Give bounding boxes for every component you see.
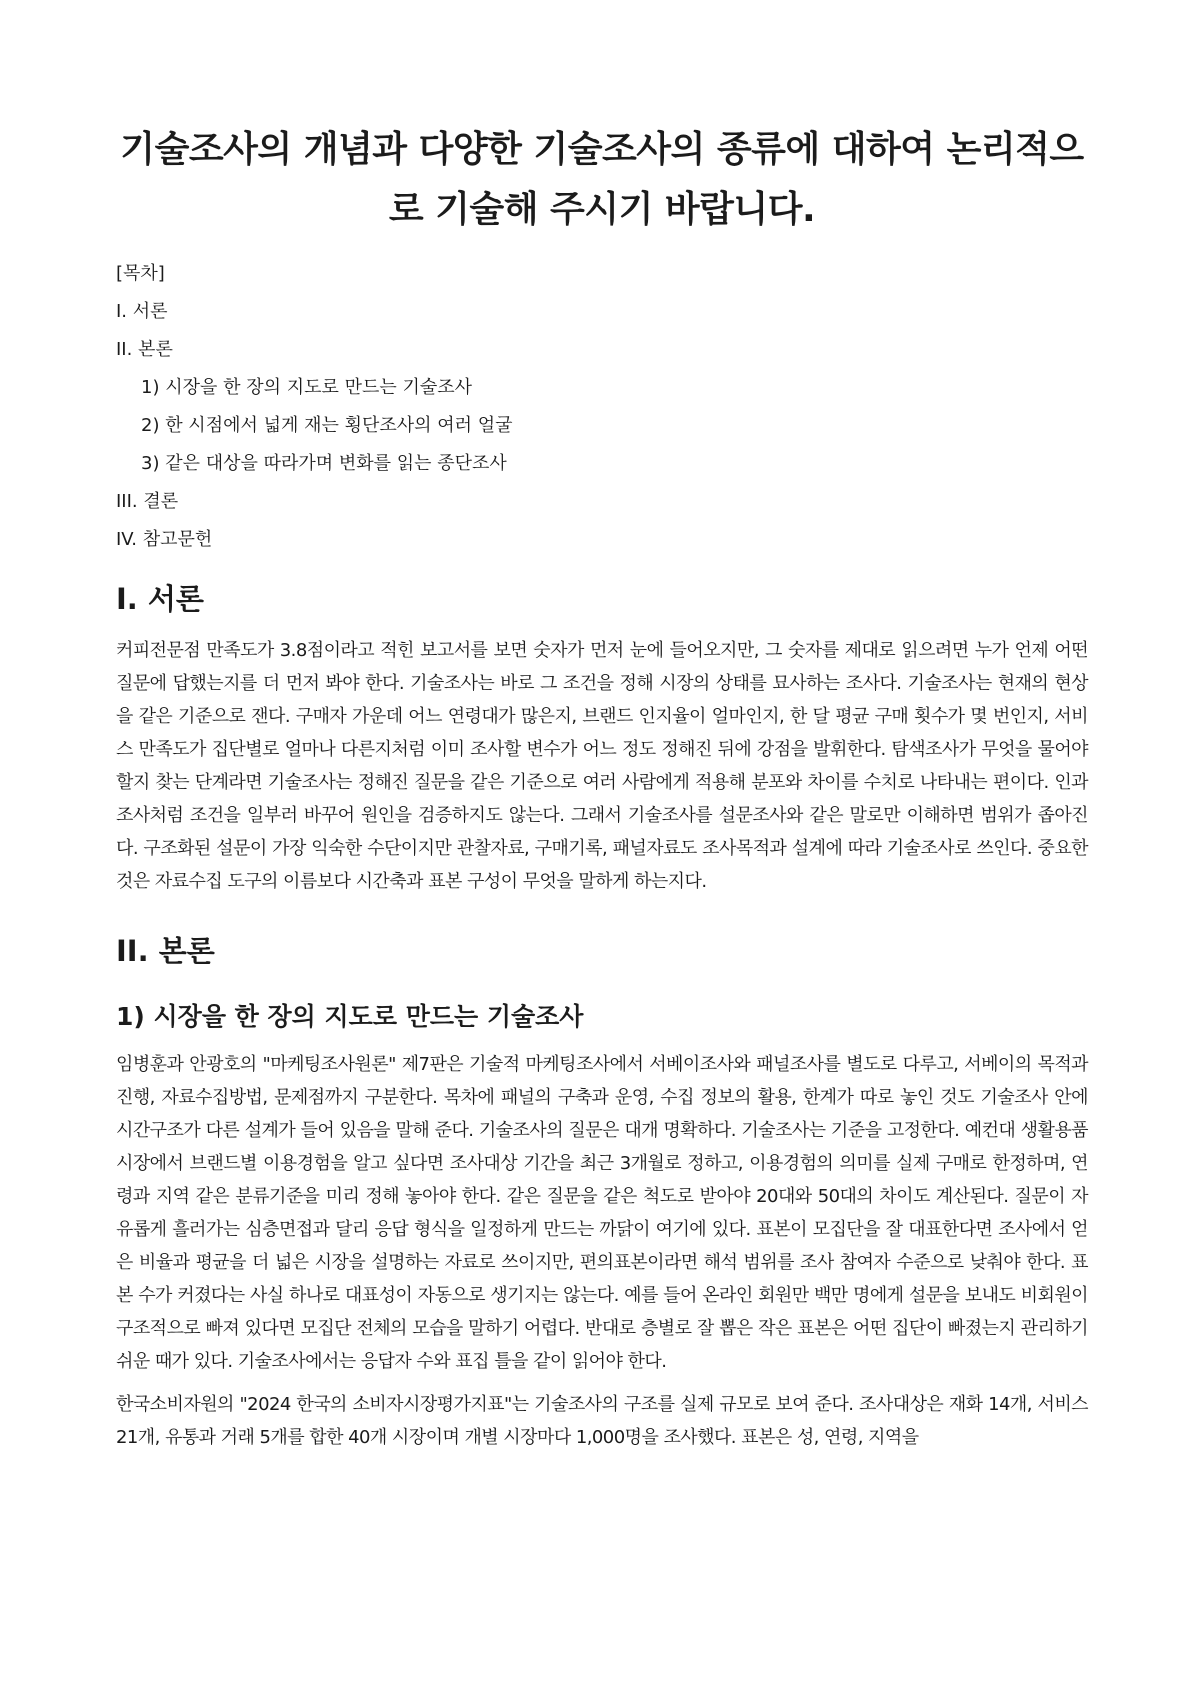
- toc-item-section-2: 2) 한 시점에서 넓게 재는 횡단조사의 여러 얼굴: [141, 415, 513, 436]
- section-1-heading: 1) 시장을 한 장의 지도로 만드는 기술조사: [116, 1002, 584, 1031]
- document-title: 기술조사의 개념과 다양한 기술조사의 종류에 대하여 논리적으로 기술해 주시기 바랍니다.: [120, 129, 1084, 230]
- toc-heading: [목차]: [116, 263, 165, 284]
- toc-item-introduction: I. 서론: [116, 301, 168, 322]
- introduction-paragraph: 커피전문점 만족도가 3.8점이라고 적힌 보고서를 보면 숫자가 먼저 눈에 들어오지만, 그 숫자를 제대로 읽으려면 누가 언제 어떤 질문에 답했는지를 더 먼저 봐야 한다. 기술조사는 바로 그 조건을 정해 시장의 상태를 묘사하는 조사다. 기술조사는 현재의 현상을 같은 기준으로 잰다. 구매자 가운데 어느 연령대가 많은지, 브랜드 인지율이 얼마인지, 한 달 평균 구매 횟수가 몇 번인지, 서비스 만족도가 집단별로 얼마나 다른지처럼 이미 조사할 변수가 어느 정도 정해진 뒤에 강점을 발휘한다. 탐색조사가 무엇을 물어야 할지 찾는 단계라면 기술조사는 정해진 질문을 같은 기준으로 여러 사람에게 적용해 분포와 차이를 수치로 나타내는 편이다. 인과조사처럼 조건을 일부러 바꾸어 원인을 검증하지도 않는다. 그래서 기술조사를 설문조사와 같은 말로만 이해하면 범위가 좁아진다. 구조화된 설문이 가장 익숙한 수단이지만 관찰자료, 구매기록, 패널자료도 조사목적과 설계에 따라 기술조사로 쓰인다. 중요한 것은 자료수집 도구의 이름보다 시간축과 표본 구성이 무엇을 말하게 하는지다.: [116, 640, 1088, 892]
- toc-item-section-1: 1) 시장을 한 장의 지도로 만드는 기술조사: [141, 377, 473, 398]
- section-1-paragraph-1: 임병훈과 안광호의 "마케팅조사원론" 제7판은 기술적 마케팅조사에서 서베이조사와 패널조사를 별도로 다루고, 서베이의 목적과 진행, 자료수집방법, 문제점까지 구분한다. 목차에 패널의 구축과 운영, 수집 정보의 활용, 한계가 따로 놓인 것도 기술조사 안에 시간구조가 다른 설계가 들어 있음을 말해 준다. 기술조사의 질문은 대개 명확하다. 기술조사는 기준을 고정한다. 예컨대 생활용품 시장에서 브랜드별 이용경험을 알고 싶다면 조사대상 기간을 최근 3개월로 정하고, 이용경험의 의미를 실제 구매로 한정하며, 연령과 지역 같은 분류기준을 미리 정해 놓아야 한다. 같은 질문을 같은 척도로 받아야 20대와 50대의 차이도 계산된다. 질문이 자유롭게 흘러가는 심층면접과 달리 응답 형식을 일정하게 만드는 까닭이 여기에 있다. 표본이 모집단을 잘 대표한다면 조사에서 얻은 비율과 평균을 더 넓은 시장을 설명하는 자료로 쓰이지만, 편의표본이라면 해석 범위를 조사 참여자 수준으로 낮춰야 한다. 표본 수가 커졌다는 사실 하나로 대표성이 자동으로 생기지는 않는다. 예를 들어 온라인 회원만 백만 명에게 설문을 보내도 비회원이 구조적으로 빠져 있다면 모집단 전체의 모습을 말하기 어렵다. 반대로 층별로 잘 뽑은 작은 표본은 어떤 집단이 빠졌는지 관리하기 쉬운 때가 있다. 기술조사에서는 응답자 수와 표집 틀을 같이 읽어야 한다.: [116, 1054, 1088, 1372]
- toc-item-references: IV. 참고문헌: [116, 529, 213, 550]
- section-1-paragraph-2: 한국소비자원의 "2024 한국의 소비자시장평가지표"는 기술조사의 구조를 실제 규모로 보여 준다. 조사대상은 재화 14개, 서비스 21개, 유통과 거래 5개를 합한 40개 시장이며 개별 시장마다 1,000명을 조사했다. 표본은 성, 연령, 지역을: [116, 1394, 1088, 1448]
- toc-item-conclusion: III. 결론: [116, 491, 179, 512]
- toc-item-body: II. 본론: [116, 339, 173, 360]
- introduction-heading: I. 서론: [116, 582, 204, 616]
- body-heading: II. 본론: [116, 934, 215, 968]
- table-of-contents: [116, 262, 1088, 552]
- toc-item-section-3: 3) 같은 대상을 따라가며 변화를 읽는 종단조사: [141, 453, 507, 474]
